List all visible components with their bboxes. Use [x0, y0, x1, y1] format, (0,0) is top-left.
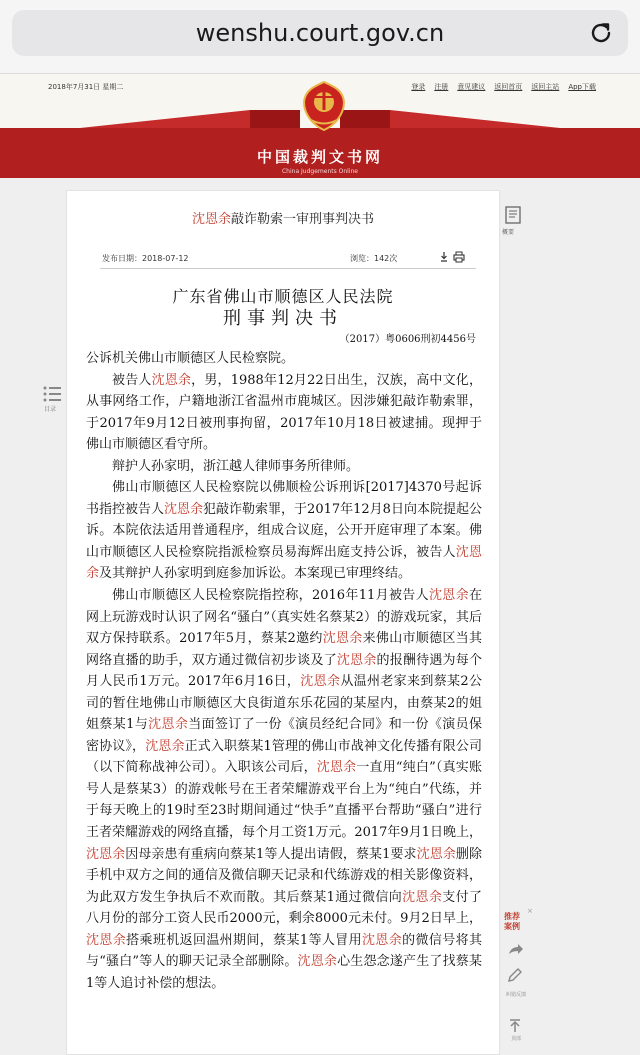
site-subtitle: China Judgements Online [281, 168, 358, 175]
paragraph: 佛山市顺德区人民检察院指控称，2016年11月被告人沈恩余在网上玩游戏时认识了网名“骚白”（真实姓名蔡某2）的游戏玩家，其后双方保持联系。2017年5月，蔡某2邀约沈恩余来佛山市顺德区当其网络直播的助手，双方通过微信初步谈及了沈恩余的报酬待遇为每个月人民币1万元。2017年6月16日，沈恩余从温州老家来到蔡某2公司的暂住地佛山市顺德区大良街道东乐花园的某屋内，由蔡某2的姐姐蔡某1与沈恩余当面签订了一份《演员经纪合同》和一份《演员保密协议》，沈恩余正式入职蔡某1管理的佛山市战神文化传播有限公司（以下简称战神公司）。入职该公司后，沈恩余一直用“纯白”（真实账号人是蔡某3）的游戏帐号在王者荣耀游戏平台上为“纯白”代练，并于每天晚上的19时至23时期间通过“快手”直播平台帮助“骚白”进行王者荣耀游戏的网络直播，每个月工资1万元。2017年9月1日晚上，沈恩余因母亲患有重病向蔡某1等人提出请假，蔡某1要求沈恩余删除手机中双方之间的通信及微信聊天记录和代练游戏的相关影像资料，为此双方发生争执后不欢而散。其后蔡某1通过微信向沈恩余支付了八月份的部分工资人民币2000元，剩余8000元未付。9月2日早上，沈恩余搭乘班机返回温州期间，蔡某1等人冒用沈恩余的微信号将其与“骚白”等人的聊天记录全部删除。沈恩余心生怨念遂产生了找蔡某1等人追讨补偿的想法。 [86, 588, 482, 991]
app-download-link[interactable]: App下载 [568, 83, 596, 91]
document-title [66, 208, 500, 227]
feedback-link[interactable]: 意见建议 [457, 83, 486, 91]
url-text[interactable]: wenshu.court.gov.cn [195, 19, 445, 47]
home-link[interactable]: 返回首页 [494, 83, 523, 91]
summary-label[interactable]: 概要 [502, 229, 515, 236]
court-name: 广东省佛山市顺德区人民法院 [172, 287, 394, 306]
feedback-label[interactable]: 纠错反馈 [505, 992, 526, 998]
download-print-icons[interactable] [440, 251, 466, 263]
paragraph: 被告人沈恩余，男，1988年12月22日出生，汉族，高中文化，从事网络工作，户籍地浙江省温州市鹿城区。因涉嫌犯敲诈勒索罪，于2017年9月12日被刑事拘留，2017年10月18日被逮捕。现押于佛山市顺德区看守所。 [86, 372, 482, 453]
browser-toolbar [0, 0, 640, 74]
document-type: 刑事判决书 [223, 308, 343, 329]
download-icon [441, 252, 447, 261]
login-link[interactable]: 登录 [411, 83, 426, 91]
recommend-cases-link[interactable]: 推荐案例 [504, 912, 520, 931]
share-icon[interactable] [506, 940, 524, 958]
reload-icon[interactable] [588, 20, 614, 46]
case-number: （2017）粤0606刑初4456号 [339, 334, 476, 345]
paragraph: 辩护人孙家明，浙江越人律师事务所律师。 [112, 458, 360, 474]
view-count: 浏览：142次 [350, 254, 398, 263]
summary-icon[interactable] [503, 205, 523, 225]
address-bar[interactable] [12, 10, 628, 56]
toc-label[interactable]: 目录 [44, 406, 57, 413]
back-to-top-icon[interactable] [506, 1016, 524, 1034]
register-link[interactable]: 注册 [434, 83, 449, 91]
edit-icon[interactable] [506, 966, 524, 984]
judgement-body [86, 348, 482, 994]
court-emblem-icon [301, 80, 347, 132]
print-icon [454, 252, 464, 262]
toc-icon[interactable] [42, 384, 64, 404]
top-label[interactable]: 顶部 [510, 1036, 521, 1042]
site-title: 中国裁判文书网 [256, 148, 383, 166]
recommend-close-button[interactable]: × [527, 907, 533, 915]
main-site-link[interactable]: 返回主站 [531, 83, 560, 91]
meta-divider [100, 268, 476, 269]
header-links [402, 82, 596, 92]
paragraph: 公诉机关佛山市顺德区人民检察院。 [86, 351, 295, 366]
header-date: 2018年7月31日 星期二 [48, 83, 124, 91]
document-title-rest: 敲诈勒索一审刑事判决书 [231, 212, 375, 227]
paragraph: 佛山市顺德区人民检察院以佛顺检公诉刑诉[2017]4370号起诉书指控被告人沈恩余犯敲诈勒索罪，于2017年12月8日向本院提起公诉。本院依法适用普通程序，组成合议庭，公开开庭审理了本案。佛山市顺德区人民检察院指派检察员易海辉出庭支持公诉，被告人沈恩余及其辩护人孙家明到庭参加诉讼。本案现已审理终结。 [86, 480, 482, 582]
defendant-name: 沈恩余 [191, 212, 231, 227]
publish-date: 发布日期：2018-07-12 [102, 254, 189, 263]
